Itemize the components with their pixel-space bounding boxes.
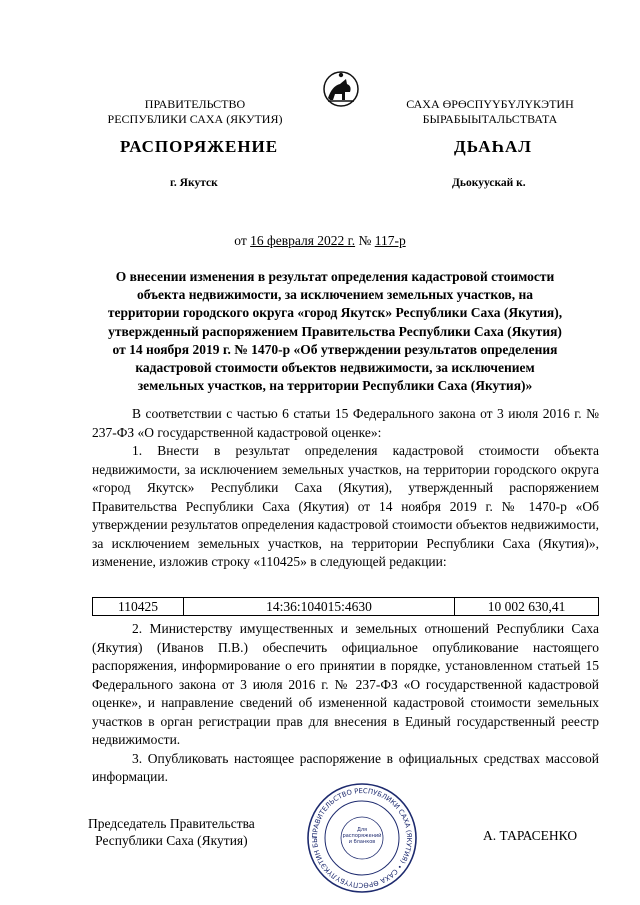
city-sakha: Дьокуускай к. — [452, 177, 526, 189]
header-right-line2: БЫРАБЫЫТАЛЬСТВАТА — [422, 112, 558, 126]
doc-number-prefix: от — [234, 233, 247, 248]
title-line: земельных участков, на территории Республики Саха (Якутия)» — [137, 378, 533, 394]
title-line: территории городского округа «город Якутск» Республики Саха (Якутия), — [107, 305, 563, 321]
signatory-name: А. ТАРАСЕНКО — [483, 828, 578, 843]
doc-type-sakha: ДЬАҺАЛ — [454, 137, 532, 156]
header-right-block — [385, 97, 595, 127]
seal-inner-text: Для распоряжений и бланков — [342, 827, 382, 845]
official-seal — [306, 782, 418, 894]
item-3-paragraph: 3. Опубликовать настоящее распоряжение в официальных средствах массовой информации. — [92, 750, 599, 784]
header-left-line2: РЕСПУБЛИКИ САХА (ЯКУТИЯ) — [107, 112, 283, 126]
item-2-paragraph: 2. Министерству имущественных и земельных отношений Республики Саха (Якутия) (Иванов П.В.) обеспечить официальное опубликование настоящего распоряжения, информирование о его принятии в порядке, установленном статьей 15 Федерального закона от 3 июля 2016 г. № 237-ФЗ «О государственной кадастровой оценке», и направление сведений об измененной кадастровой стоимости земельных участков в орган регистрации прав для внесения в Единый государственный реестр недвижимости. — [92, 621, 599, 747]
body-part-1 — [92, 405, 599, 572]
header-right-line1: САХА ӨРӨСПҮҮБҮЛҮКЭТИН — [406, 97, 574, 111]
doc-type-ru: РАСПОРЯЖЕНИЕ — [120, 137, 279, 156]
city-ru: г. Якутск — [170, 177, 218, 189]
doc-number: 117-р — [374, 233, 406, 248]
title-line: объекта недвижимости, за исключением земельных участков, на — [137, 287, 533, 303]
table-cell-id: 110425 — [93, 598, 184, 616]
header-left-block — [90, 97, 300, 127]
title-line: утвержденный распоряжением Правительства Республики Саха (Якутия) — [108, 323, 562, 339]
title-line: О внесении изменения в результат определения кадастровой стоимости — [115, 269, 555, 284]
doc-date: 16 февраля 2022 г. — [250, 233, 356, 248]
title-line: кадастровой стоимости объектов недвижимости, за исключением — [135, 360, 535, 376]
table-cell-value: 10 002 630,41 — [455, 598, 599, 616]
title-line: от 14 ноября 2019 г. № 1470-р «Об утверждении результатов определения — [112, 341, 558, 357]
doc-number-sign: № — [358, 233, 372, 248]
signatory-position-line2: Республики Саха (Якутия) — [95, 833, 248, 848]
doc-number-line — [0, 233, 640, 249]
item-1-paragraph: 1. Внести в результат определения кадастровой стоимости объекта недвижимости, за исключением земельных участков, на территории городского округа «город Якутск» Республики Саха (Якутия), утвержденный распоряжением Правительства Республики Саха (Якутия) от 14 ноября 2019 г. № 1470-р «Об утверждении результатов определения кадастровой стоимости объектов недвижимости, за исключением земельных участков, на территории Республики Саха (Якутия)», изменение, изложив строку «110425» в следующей редакции: — [92, 443, 599, 569]
signatory-position — [88, 815, 255, 849]
coat-of-arms-emblem — [320, 70, 362, 108]
document-title — [70, 268, 600, 395]
header-left-line1: ПРАВИТЕЛЬСТВО — [144, 97, 246, 111]
body-part-2 — [92, 620, 599, 787]
cadastral-value-table — [92, 597, 599, 616]
table-cell-cadastral-number: 14:36:104015:4630 — [184, 598, 455, 616]
intro-paragraph: В соответствии с частью 6 статьи 15 Федерального закона от 3 июля 2016 г. № 237-ФЗ «О государственной кадастровой оценке»: — [92, 406, 599, 440]
seal-outer-text: ПРАВИТЕЛЬСТВО РЕСПУБЛИКИ САХА (ЯКУТИЯ) • САХА ӨРӨСПҮҮБҮЛҮКЭТИН БЫ — [310, 786, 414, 890]
signatory-position-line1: Председатель Правительства — [88, 816, 255, 831]
table-row — [93, 598, 599, 616]
